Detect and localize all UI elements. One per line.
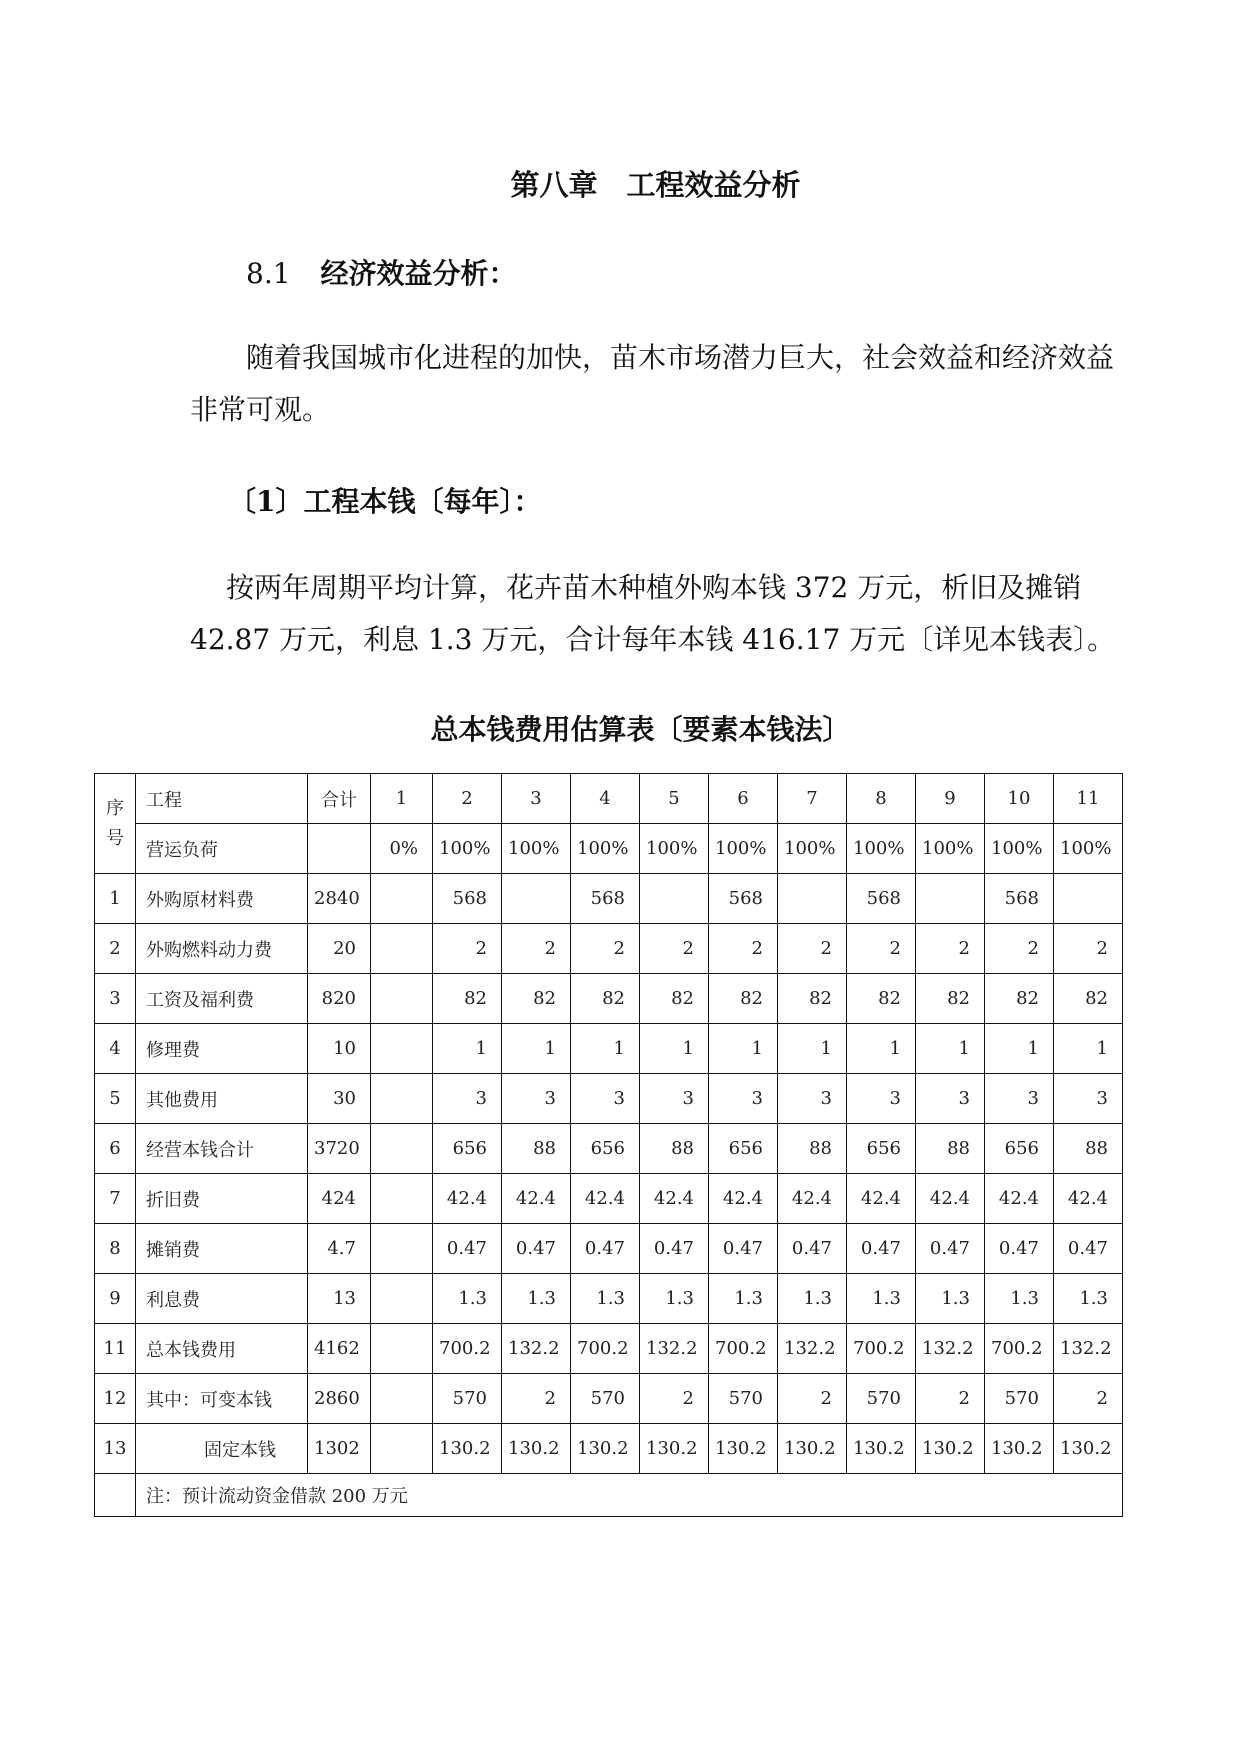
year-header: 1 (371, 774, 433, 824)
cost-heading: 〔1〕工程本钱〔每年〕： (228, 485, 542, 518)
year-header: 11 (1054, 774, 1123, 824)
row-value: 3 (433, 1074, 502, 1124)
row-value: 132.2 (916, 1324, 985, 1374)
row-value: 130.2 (640, 1424, 709, 1474)
row-value: 130.2 (985, 1424, 1054, 1474)
row-value: 0.47 (985, 1224, 1054, 1274)
row-item: 外购原材料费 (136, 874, 308, 924)
table-body (95, 774, 1123, 1517)
seq-header-top: 序 (106, 797, 124, 819)
row-value: 88 (778, 1124, 847, 1174)
row-value: 1 (916, 1024, 985, 1074)
row-value: 0.47 (916, 1224, 985, 1274)
row-value: 656 (433, 1124, 502, 1174)
row-seq: 1 (95, 874, 136, 924)
item-header: 工程 (136, 774, 308, 824)
row-value: 88 (916, 1124, 985, 1174)
row-value (371, 974, 433, 1024)
seq-header-bottom: 号 (106, 827, 124, 849)
row-value: 42.4 (502, 1174, 571, 1224)
row-seq: 13 (95, 1424, 136, 1474)
row-value: 2 (778, 1374, 847, 1424)
row-item: 利息费 (136, 1274, 308, 1324)
row-value: 130.2 (571, 1424, 640, 1474)
row-value (916, 874, 985, 924)
row-value: 1.3 (778, 1274, 847, 1324)
year-header: 6 (709, 774, 778, 824)
row-seq: 11 (95, 1324, 136, 1374)
row-value: 132.2 (502, 1324, 571, 1374)
row-value (371, 1274, 433, 1324)
table-header-row (95, 774, 1123, 824)
cost-paragraph: 按两年周期平均计算，花卉苗木种植外购本钱 372 万元，析旧及摊销 42.87 万元，利息 1.3 万元，合计每年本钱 416.17 万元〔详见本钱表〕。 (190, 571, 1116, 656)
row-value: 568 (985, 874, 1054, 924)
row-value: 2 (985, 924, 1054, 974)
row-value: 1 (709, 1024, 778, 1074)
row-value: 2 (571, 924, 640, 974)
row-value: 700.2 (985, 1324, 1054, 1374)
row-total: 20 (308, 924, 371, 974)
row-value: 570 (985, 1374, 1054, 1424)
load-total (308, 824, 371, 874)
row-value: 132.2 (778, 1324, 847, 1374)
row-value: 2 (847, 924, 916, 974)
row-total: 3720 (308, 1124, 371, 1174)
year-header: 7 (778, 774, 847, 824)
row-value: 0.47 (502, 1224, 571, 1274)
row-value: 42.4 (985, 1174, 1054, 1224)
row-value (502, 874, 571, 924)
row-value: 1.3 (502, 1274, 571, 1324)
row-value: 82 (916, 974, 985, 1024)
table-row (95, 1424, 1123, 1474)
row-value: 42.4 (1054, 1174, 1123, 1224)
load-label: 营运负荷 (136, 824, 308, 874)
row-value: 2 (709, 924, 778, 974)
table-note: 注：预计流动资金借款 200 万元 (136, 1474, 1123, 1517)
row-total: 4.7 (308, 1224, 371, 1274)
load-value: 100% (709, 824, 778, 874)
row-item: 固定本钱 (136, 1424, 308, 1474)
row-value: 42.4 (778, 1174, 847, 1224)
row-value: 130.2 (502, 1424, 571, 1474)
section-title-text: 经济效益分析： (320, 257, 517, 290)
row-seq: 6 (95, 1124, 136, 1174)
row-total: 10 (308, 1024, 371, 1074)
row-value: 1 (847, 1024, 916, 1074)
row-value: 700.2 (847, 1324, 916, 1374)
row-value: 42.4 (640, 1174, 709, 1224)
row-seq: 8 (95, 1224, 136, 1274)
row-item: 工资及福利费 (136, 974, 308, 1024)
row-value (371, 1424, 433, 1474)
row-value: 568 (571, 874, 640, 924)
row-value (371, 1224, 433, 1274)
row-item: 修理费 (136, 1024, 308, 1074)
row-item: 经营本钱合计 (136, 1124, 308, 1174)
row-value: 2 (916, 1374, 985, 1424)
table-row (95, 874, 1123, 924)
row-value: 130.2 (433, 1424, 502, 1474)
load-value: 100% (985, 824, 1054, 874)
year-header: 2 (433, 774, 502, 824)
row-value: 1 (1054, 1024, 1123, 1074)
row-item: 其他费用 (136, 1074, 308, 1124)
row-value: 0.47 (571, 1224, 640, 1274)
row-value: 0.47 (709, 1224, 778, 1274)
row-value: 1 (778, 1024, 847, 1074)
section-number: 8.1 (246, 257, 291, 290)
row-value: 1 (571, 1024, 640, 1074)
row-value: 570 (433, 1374, 502, 1424)
row-value (640, 874, 709, 924)
row-value: 82 (640, 974, 709, 1024)
intro-paragraph: 随着我国城市化进程的加快，苗木市场潜力巨大，社会效益和经济效益非常可观。 (190, 341, 1115, 426)
row-value: 1.3 (433, 1274, 502, 1324)
row-value: 656 (571, 1124, 640, 1174)
seq-header-cell (95, 774, 136, 874)
row-value: 0.47 (847, 1224, 916, 1274)
row-value: 0.47 (640, 1224, 709, 1274)
total-header: 合计 (308, 774, 371, 824)
row-seq: 2 (95, 924, 136, 974)
row-value (371, 1374, 433, 1424)
row-value: 3 (640, 1074, 709, 1124)
row-total: 2860 (308, 1374, 371, 1424)
row-value: 2 (502, 1374, 571, 1424)
row-value: 1.3 (640, 1274, 709, 1324)
row-value: 82 (709, 974, 778, 1024)
table-row (95, 974, 1123, 1024)
year-header: 8 (847, 774, 916, 824)
load-value: 100% (571, 824, 640, 874)
row-value: 2 (502, 924, 571, 974)
row-value: 656 (985, 1124, 1054, 1174)
row-value: 130.2 (916, 1424, 985, 1474)
row-value: 656 (709, 1124, 778, 1174)
load-value: 100% (847, 824, 916, 874)
row-value: 1.3 (985, 1274, 1054, 1324)
row-value: 570 (847, 1374, 916, 1424)
row-value: 2 (1054, 924, 1123, 974)
row-value: 88 (640, 1124, 709, 1174)
note-seq-cell (95, 1474, 136, 1517)
row-item: 总本钱费用 (136, 1324, 308, 1374)
row-item: 其中：可变本钱 (136, 1374, 308, 1424)
row-value: 3 (502, 1074, 571, 1124)
row-value: 2 (778, 924, 847, 974)
row-value: 3 (571, 1074, 640, 1124)
row-value: 2 (433, 924, 502, 974)
load-row (95, 824, 1123, 874)
table-row (95, 1374, 1123, 1424)
year-header: 5 (640, 774, 709, 824)
row-value: 1 (640, 1024, 709, 1074)
row-value: 42.4 (571, 1174, 640, 1224)
row-value (371, 924, 433, 974)
row-value: 130.2 (1054, 1424, 1123, 1474)
table-row (95, 1074, 1123, 1124)
row-value: 82 (571, 974, 640, 1024)
row-value (371, 1024, 433, 1074)
row-item: 外购燃料动力费 (136, 924, 308, 974)
row-total: 424 (308, 1174, 371, 1224)
load-value: 100% (433, 824, 502, 874)
row-value: 2 (916, 924, 985, 974)
row-value: 42.4 (433, 1174, 502, 1224)
year-header: 3 (502, 774, 571, 824)
row-value: 1.3 (709, 1274, 778, 1324)
row-value: 2 (1054, 1374, 1123, 1424)
load-value: 100% (1054, 824, 1123, 874)
row-value: 700.2 (709, 1324, 778, 1374)
year-header: 10 (985, 774, 1054, 824)
row-value: 1 (433, 1024, 502, 1074)
row-value: 656 (847, 1124, 916, 1174)
row-value: 1 (502, 1024, 571, 1074)
row-value: 1.3 (847, 1274, 916, 1324)
row-value: 42.4 (916, 1174, 985, 1224)
row-seq: 12 (95, 1374, 136, 1424)
table-row (95, 1224, 1123, 1274)
row-total: 30 (308, 1074, 371, 1124)
row-value: 3 (778, 1074, 847, 1124)
row-value: 700.2 (571, 1324, 640, 1374)
table-row (95, 924, 1123, 974)
row-value: 3 (709, 1074, 778, 1124)
load-value: 100% (778, 824, 847, 874)
row-value: 132.2 (1054, 1324, 1123, 1374)
row-value: 3 (916, 1074, 985, 1124)
row-value: 3 (985, 1074, 1054, 1124)
row-value: 130.2 (847, 1424, 916, 1474)
row-value: 1.3 (1054, 1274, 1123, 1324)
row-item: 折旧费 (136, 1174, 308, 1224)
load-value: 100% (502, 824, 571, 874)
row-value: 130.2 (709, 1424, 778, 1474)
row-value: 1.3 (916, 1274, 985, 1324)
row-value: 0.47 (1054, 1224, 1123, 1274)
row-value: 2 (640, 1374, 709, 1424)
row-value: 82 (847, 974, 916, 1024)
load-value: 100% (916, 824, 985, 874)
row-value: 1.3 (571, 1274, 640, 1324)
row-value: 132.2 (640, 1324, 709, 1374)
row-value: 0.47 (433, 1224, 502, 1274)
note-row (95, 1474, 1123, 1517)
row-total: 1302 (308, 1424, 371, 1474)
row-seq: 3 (95, 974, 136, 1024)
row-total: 2840 (308, 874, 371, 924)
row-item: 摊销费 (136, 1224, 308, 1274)
row-value: 88 (1054, 1124, 1123, 1174)
table-row (95, 1274, 1123, 1324)
row-value: 570 (709, 1374, 778, 1424)
row-value: 88 (502, 1124, 571, 1174)
row-seq: 4 (95, 1024, 136, 1074)
year-header: 4 (571, 774, 640, 824)
table-row (95, 1324, 1123, 1374)
row-value (371, 1074, 433, 1124)
row-value: 42.4 (847, 1174, 916, 1224)
row-value (371, 1124, 433, 1174)
chapter-title: 第八章 工程效益分析 (510, 168, 801, 202)
table-row (95, 1174, 1123, 1224)
row-seq: 5 (95, 1074, 136, 1124)
row-value: 3 (1054, 1074, 1123, 1124)
row-value: 82 (778, 974, 847, 1024)
row-value: 700.2 (433, 1324, 502, 1374)
row-value: 130.2 (778, 1424, 847, 1474)
table-row (95, 1124, 1123, 1174)
row-total: 820 (308, 974, 371, 1024)
row-seq: 7 (95, 1174, 136, 1224)
cost-estimate-table (94, 773, 1123, 1517)
row-value (371, 1324, 433, 1374)
row-value: 568 (709, 874, 778, 924)
row-value: 82 (433, 974, 502, 1024)
row-value: 568 (847, 874, 916, 924)
table-title: 总本钱费用估算表〔要素本钱法〕 (430, 713, 851, 746)
row-value: 1 (985, 1024, 1054, 1074)
row-value: 42.4 (709, 1174, 778, 1224)
row-value: 568 (433, 874, 502, 924)
row-value: 82 (1054, 974, 1123, 1024)
row-value (371, 874, 433, 924)
row-value: 82 (502, 974, 571, 1024)
row-value: 0.47 (778, 1224, 847, 1274)
row-value: 3 (847, 1074, 916, 1124)
row-seq: 9 (95, 1274, 136, 1324)
row-value: 82 (985, 974, 1054, 1024)
row-value: 2 (640, 924, 709, 974)
row-total: 4162 (308, 1324, 371, 1374)
row-value: 570 (571, 1374, 640, 1424)
year-header: 9 (916, 774, 985, 824)
row-value (1054, 874, 1123, 924)
load-value: 0% (371, 824, 433, 874)
load-value: 100% (640, 824, 709, 874)
table-row (95, 1024, 1123, 1074)
row-value (778, 874, 847, 924)
section-title (246, 252, 517, 292)
row-value (371, 1174, 433, 1224)
row-total: 13 (308, 1274, 371, 1324)
